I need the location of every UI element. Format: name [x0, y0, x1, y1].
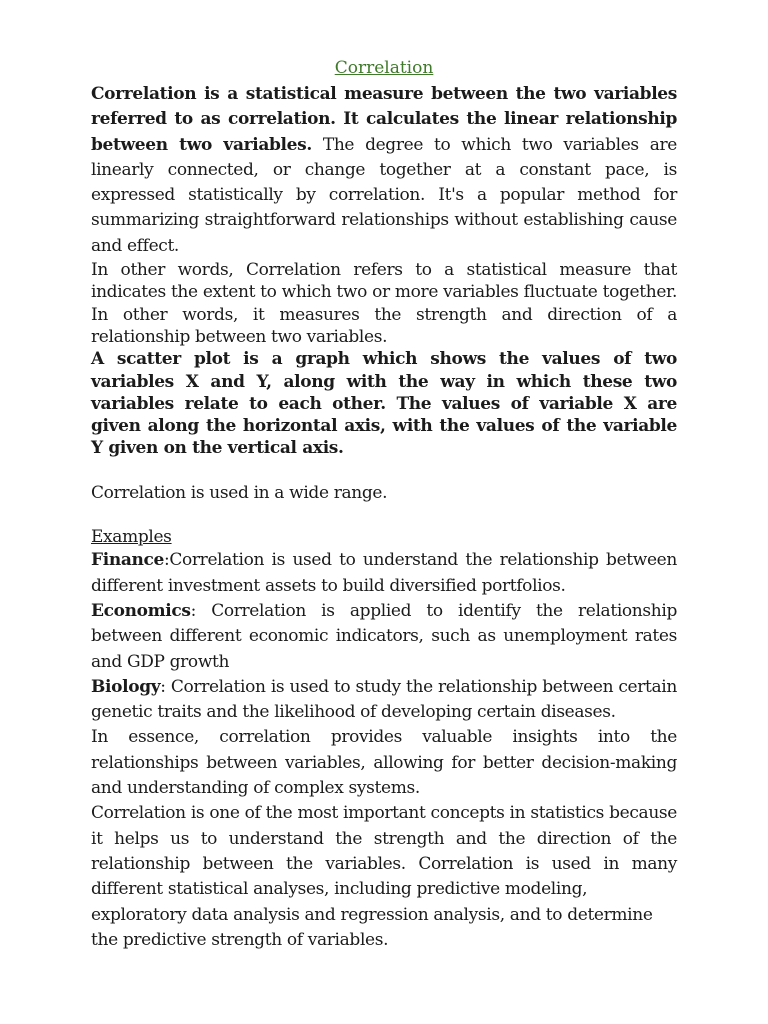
intro-bold-text: Correlation is a statistical measure between the two variables referred to as correlation. It calculates the linear relationship between two variables. [91, 84, 677, 155]
example-finance [91, 548, 677, 599]
document-title: Correlation [334, 58, 434, 78]
intro-text: The degree to which two variables are linearly connected, or change together at a constant pace, is expressed statistically by correlation. It's a popular method for summarizing straightforward relationships without establishing cause and effect. [91, 134, 677, 256]
document-page [91, 56, 677, 953]
scatter-plot-bold-text: A scatter plot is a graph which shows the values of two variables X and Y, along with the way in which these two variables relate to each other. The values of variable X are given along the horizontal axis, with the values of the variable Y given on the vertical axis. [91, 349, 677, 459]
examples-heading-text: Examples [91, 527, 172, 548]
examples-heading [91, 526, 677, 548]
essence-paragraph: In essence, correlation provides valuable insights into the relationships between variables, allowing for better decision-making and understanding of complex systems. [91, 727, 677, 799]
scatter-plot-paragraph [91, 348, 677, 459]
example-label: Biology [91, 676, 161, 697]
intro-paragraph [91, 82, 677, 259]
example-label: Economics [91, 600, 191, 621]
other-words-paragraph: In other words, Correlation refers to a statistical measure that indicates the extent to which two or more variables fluctuate together. In other words, it measures the strength and direction of a relationship between two variables. [91, 260, 677, 347]
example-text: : Correlation is applied to identify the relationship between different economic indicators, such as unemployment rates and GDP growth [91, 600, 677, 672]
wide-range-paragraph: Correlation is used in a wide range. [91, 482, 388, 503]
example-label: Finance [91, 550, 164, 571]
important-paragraph-end: exploratory data analysis and regression analysis, and to determine the predictive strength of variables. [91, 904, 653, 950]
example-biology [91, 675, 677, 726]
spacer [91, 460, 677, 482]
spacer [91, 504, 677, 526]
example-text: :Correlation is used to understand the relationship between different investment assets to build diversified portfolios. [91, 550, 677, 596]
example-text: : Correlation is used to study the relationship between certain genetic traits and the likelihood of developing certain diseases. [91, 676, 677, 723]
example-economics [91, 599, 677, 675]
important-paragraph: Correlation is one of the most important concepts in statistics because it helps us to understand the strength and the direction of the relationship between the variables. Correlation is used in many different statistical analyses, including predictive modeling, [91, 803, 677, 900]
